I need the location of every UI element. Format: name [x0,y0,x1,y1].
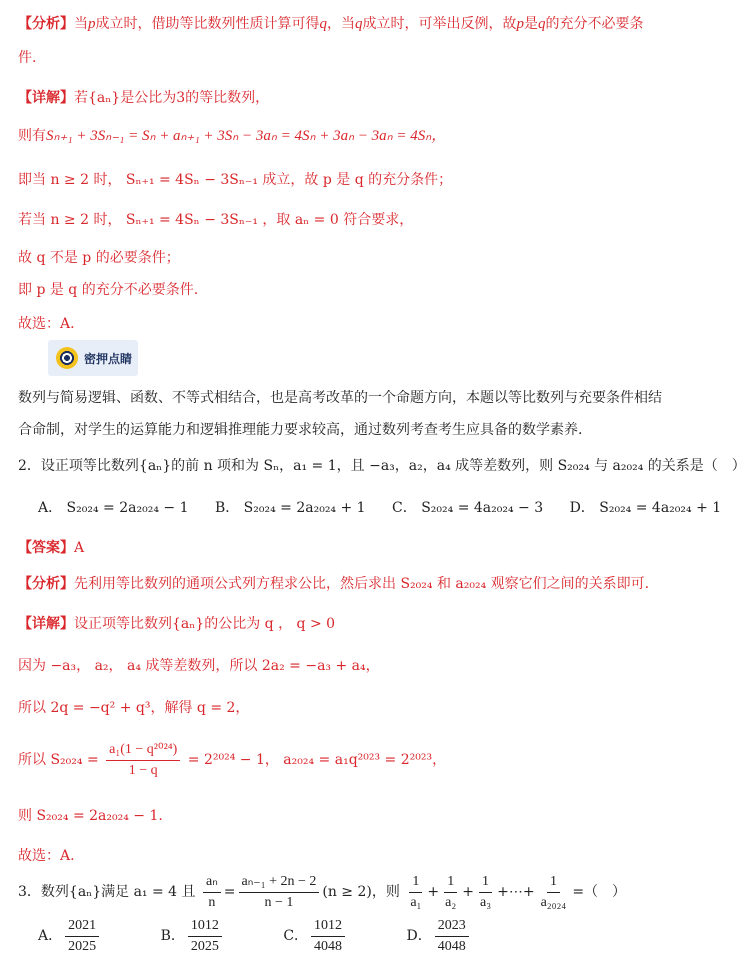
summary-line-2: 合命制，对学生的运算能力和逻辑推理能力要求较高，通过数列考查考生应具备的数学素养. [18,422,583,438]
summary-line-1: 数列与简易逻辑、函数、不等式相结合，也是高考改革的一个命题方向，本题以等比数列与充要条件相结 [18,390,662,406]
q2-stem: 2．设正项等比数列{aₙ}的前 n 项和为 Sₙ，a₁ = 1，且 −a₃，a₂，a₄ 成等差数列，则 S₂₀₂₄ 与 a₂₀₂₄ 的关系是（ ） [18,458,746,474]
q2-choice: 故选：A. [18,848,75,864]
q3-options [38,914,494,958]
q3-option-a: A． $\frac{2021}{2025}$ [38,914,102,958]
detail-line-4: 若当 n ≥ 2 时， Sₙ₊₁ = 4Sₙ − 3Sₙ₋₁ ，取 aₙ = 0 符合要求， [18,212,414,228]
detail-line-3: 即当 n ≥ 2 时， Sₙ₊₁ = 4Sₙ − 3Sₙ₋₁ 成立，故 p 是 q 的充分条件； [18,172,453,188]
q2-option-b: B． S₂₀₂₄ = 2a₂₀₂₄ + 1 [214,500,366,516]
q3-fraction-left: $\frac{\text{aₙ}}{n}$ [203,873,221,912]
q2-option-a: A． S₂₀₂₄ = 2a₂₀₂₄ − 1 [38,500,189,516]
q3-fraction-right: $\frac{\text{aₙ₋₁ + 2n − 2}}{n - 1}$ [239,873,320,912]
detail-tag: 【详解】 [18,90,74,106]
detail-line-1: 【详解】若{aₙ}是公比为3的等比数列， [18,90,270,106]
analysis-continuation: 件. [18,50,37,66]
q3-option-d: D． $\frac{2023}{4048}$ [407,914,472,958]
q2-sum-fraction: $\frac{\text{a₁(1 − q²⁰²⁴)}}{1 - q}$ [106,741,180,780]
q3-option-b: B． $\frac{1012}{2025}$ [161,914,225,958]
detail-line-5: 故 q 不是 p 的必要条件； [18,250,180,266]
key-points-badge [48,340,138,376]
badge-label: 密押点睛 [84,351,133,366]
detail-line-6: 即 p 是 q 的充分不必要条件. [18,282,199,298]
q3-sum-term-last: $\frac{1}{\text{a₂₀₂₄}}$ [540,873,567,910]
q3-sum-term-3: $\frac{1}{\text{a₃}}$ [480,873,492,910]
q3-sum-term-2: $\frac{1}{\text{a₂}}$ [445,873,457,910]
q2-detail-1: 【详解】设正项等比数列{aₙ}的公比为 q ， q > 0 [18,616,336,632]
q2-answer: 【答案】A [18,540,85,556]
q2-detail-2: 因为 −a₃， a₂， a₄ 成等差数列，所以 2a₂ = −a₃ + a₄， [18,658,380,674]
q2-detail-4: 所以 S₂₀₂₄ = $\frac{\text{a₁(1 − q²⁰²⁴)}}{1 - q}$ = 2²⁰²⁴ − 1， a₂₀₂₄ = a₁q²⁰²³ = 2²⁰²³， [18,741,447,778]
q2-option-d: D． S₂₀₂₄ = 4a₂₀₂₄ + 1 [569,500,722,516]
q2-detail-3: 所以 2q = −q² + q³，解得 q = 2， [18,700,250,716]
q3-option-c: C． $\frac{1012}{4048}$ [283,914,348,958]
q2-detail-5: 则 S₂₀₂₄ = 2a₂₀₂₄ − 1. [18,808,163,824]
target-icon [56,347,78,369]
detail-choice: 故选：A. [18,316,75,332]
detail-line-2: 则有Sₙ₊₁ + 3Sₙ₋₁ = Sₙ + aₙ₊₁ + 3Sₙ − 3aₙ = 4Sₙ + 3aₙ − 3aₙ = 4Sₙ， [18,128,447,144]
q2-answer-value: A [74,540,85,556]
analysis-paragraph: 【分析】当p成立时，借助等比数列性质计算可得q，当q成立时，可举出反例，故p是q的充分不必要条 [18,16,644,32]
q2-option-c: C． S₂₀₂₄ = 4a₂₀₂₄ − 3 [392,500,544,516]
q2-options [38,498,743,518]
q2-analysis: 【分析】先利用等比数列的通项公式列方程求公比，然后求出 S₂₀₂₄ 和 a₂₀₂₄ 观察它们之间的关系即可. [18,576,650,592]
q3-stem: 3．数列{aₙ}满足 a₁ = 4 且 $\frac{\text{aₙ}}{n}$ = $\frac{\text{aₙ₋₁ + 2n − 2}}{n - 1}$ (n ≥ 2)，则 $\frac{1}{\text{a₁}}$ + $\frac{1}{\text{a₂}}$ + $\frac{1}{\text{a₃}}$ +⋯+ $\frac{1}{\text{a₂₀₂₄}}$ =（ ） [18,873,627,910]
analysis-tag: 【分析】 [18,16,74,32]
q3-sum-term-1: $\frac{1}{\text{a₁}}$ [410,873,422,910]
